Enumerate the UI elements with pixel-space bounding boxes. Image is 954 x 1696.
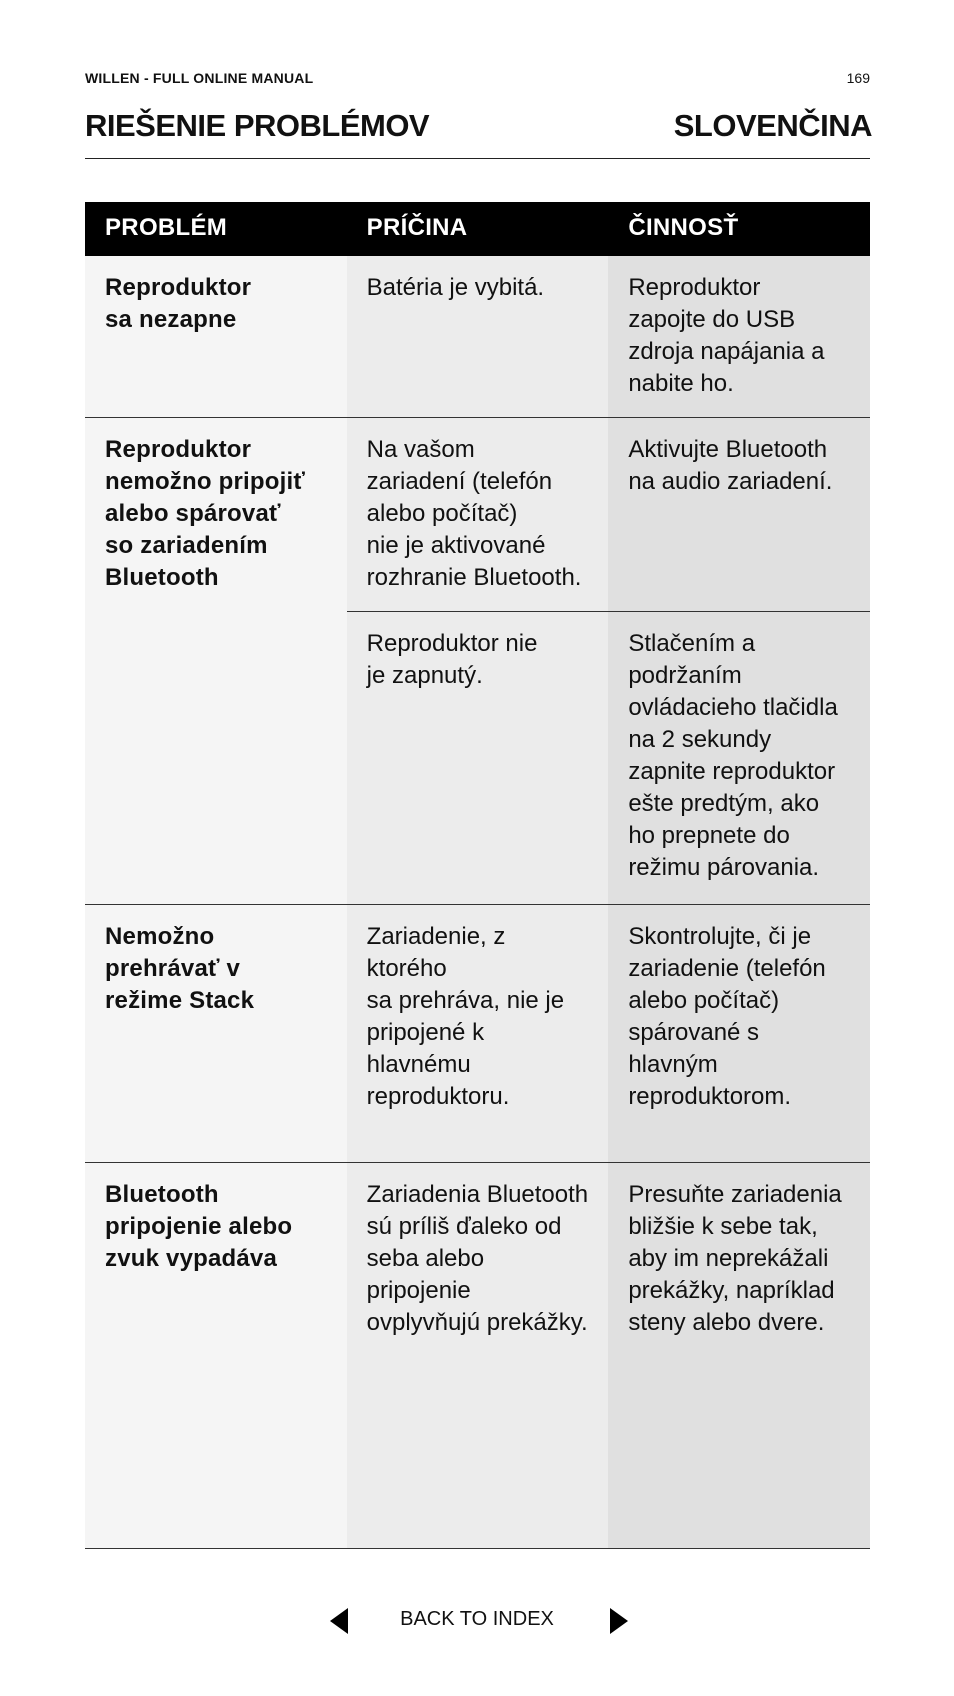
page-number: 169 (846, 70, 870, 86)
cause-cell: Reproduktor nie je zapnutý. (347, 611, 609, 904)
action-cell: Reproduktor zapojte do USB zdroja napájania a nabite ho. (608, 256, 870, 417)
section-title: RIEŠENIE PROBLÉMOV (85, 108, 430, 143)
language-title: SLOVENČINA (673, 108, 872, 143)
cause-cell: Na vašom zariadení (telefón alebo počítač) nie je aktivované rozhranie Bluetooth. (347, 418, 609, 611)
column-header-problem: PROBLÉM (105, 214, 228, 241)
triangle-right-icon[interactable] (610, 1608, 628, 1634)
cause-cell: Zariadenie, z ktorého sa prehráva, nie je pripojené k hlavnému reproduktoru. (347, 905, 609, 1162)
table-row (85, 256, 870, 418)
manual-title: WILLEN - FULL ONLINE MANUAL (85, 70, 314, 86)
table-row (85, 905, 870, 1163)
column-header-cause: PRÍČINA (366, 214, 468, 241)
problem-cell: Reproduktor nemožno pripojiť alebo spárovať so zariadením Bluetooth (85, 418, 347, 904)
cause-subrow (347, 611, 870, 904)
table-row (85, 418, 870, 905)
triangle-left-icon[interactable] (330, 1608, 348, 1634)
back-to-index-link[interactable]: BACK TO INDEX (400, 1608, 554, 1630)
cause-cell: Batéria je vybitá. (347, 256, 609, 417)
problem-cell: Bluetooth pripojenie alebo zvuk vypadáva (85, 1163, 347, 1548)
column-header-action: ČINNOSŤ (628, 214, 739, 241)
problem-cell: Reproduktor sa nezapne (85, 256, 347, 417)
action-cell: Stlačením a podržaním ovládacieho tlačidla na 2 sekundy zapnite reproduktor ešte predtým, ako ho prepnete do režimu párovania. (608, 611, 870, 904)
table-row (85, 1163, 870, 1549)
troubleshooting-table (85, 202, 870, 1549)
problem-cell: Nemožno prehrávať v režime Stack (85, 905, 347, 1162)
action-cell: Presuňte zariadenia bližšie k sebe tak, aby im neprekážali prekážky, napríklad steny alebo dvere. (608, 1163, 870, 1548)
cause-cell: Zariadenia Bluetooth sú príliš ďaleko od seba alebo pripojenie ovplyvňujú prekážky. (347, 1163, 609, 1548)
cause-subrow (347, 418, 870, 611)
cause-group (347, 418, 870, 904)
action-cell: Aktivujte Bluetooth na audio zariadení. (608, 418, 870, 611)
footer-navigation (0, 1600, 954, 1640)
action-cell: Skontrolujte, či je zariadenie (telefón alebo počítač) spárované s hlavným reproduktorom. (608, 905, 870, 1162)
header-divider (85, 158, 870, 159)
table-header (85, 202, 870, 256)
